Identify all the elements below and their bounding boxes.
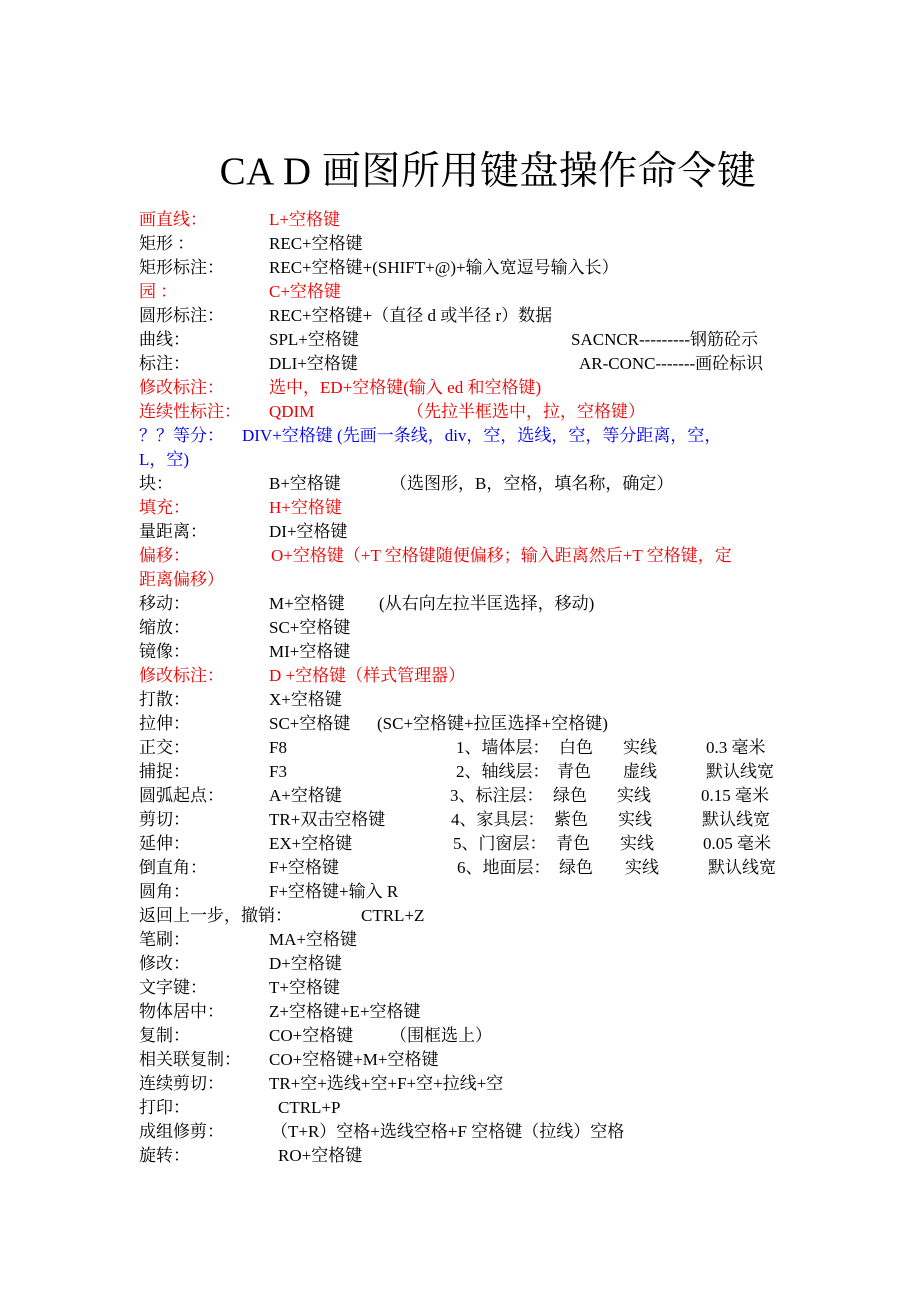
key-curve: SPL+空格键 bbox=[269, 330, 359, 349]
key-arc: A+空格键 bbox=[269, 786, 342, 805]
key-mirror: MI+空格键 bbox=[269, 642, 351, 661]
layer-lineweight: 默认线宽 bbox=[706, 762, 774, 781]
key-divide-cont: L，空) bbox=[139, 450, 190, 469]
key-zoom-extents: Z+空格键+E+空格键 bbox=[269, 1002, 421, 1021]
note-move: (从右向左拉半匡选择，移动) bbox=[379, 594, 595, 613]
key-scale: SC+空格键 bbox=[269, 618, 351, 637]
layer-color: 青色 bbox=[557, 762, 591, 781]
label-rect-dim: 矩形标注： bbox=[139, 258, 224, 277]
label-print: 打印： bbox=[139, 1098, 190, 1117]
key-explode: X+空格键 bbox=[269, 690, 342, 709]
label-trim: 剪切： bbox=[139, 810, 190, 829]
label-offset: 偏移： bbox=[139, 546, 190, 565]
label-move: 移动： bbox=[139, 594, 190, 613]
label-distance: 量距离： bbox=[139, 522, 207, 541]
layer-color: 绿色 bbox=[559, 858, 593, 877]
layer-name: 4、家具层： bbox=[451, 810, 545, 829]
layer-linetype: 实线 bbox=[625, 858, 659, 877]
key-modify: D+空格键 bbox=[269, 954, 342, 973]
note-copy: （围框选上） bbox=[390, 1026, 492, 1045]
label-divide: ？？等分： bbox=[139, 426, 224, 445]
key-match-prop: MA+空格键 bbox=[269, 930, 357, 949]
label-stretch: 拉伸： bbox=[139, 714, 190, 733]
key-text: T+空格键 bbox=[269, 978, 340, 997]
layer-name: 1、墙体层： bbox=[456, 738, 550, 757]
layer-linetype: 实线 bbox=[620, 834, 654, 853]
key-ortho: F8 bbox=[269, 738, 287, 757]
label-mirror: 镜像： bbox=[139, 642, 190, 661]
key-distance: DI+空格键 bbox=[269, 522, 348, 541]
note-stretch: (SC+空格键+拉匡选择+空格键) bbox=[377, 714, 608, 733]
label-text: 文字键： bbox=[139, 978, 207, 997]
label-curve: 曲线： bbox=[139, 330, 190, 349]
layer-lineweight: 0.3 毫米 bbox=[706, 738, 766, 757]
key-offset: O+空格键（+T 空格键随便偏移；输入距离然后+T 空格键，定 bbox=[271, 546, 732, 565]
label-dim-style: 修改标注： bbox=[139, 666, 224, 685]
key-extend: EX+空格键 bbox=[269, 834, 353, 853]
note-concrete-hatch: AR-CONC-------画砼标识 bbox=[579, 354, 764, 373]
layer-linetype: 实线 bbox=[618, 810, 652, 829]
label-edit-dim: 修改标注： bbox=[139, 378, 224, 397]
layer-linetype: 实线 bbox=[623, 738, 657, 757]
key-copy: CO+空格键 bbox=[269, 1026, 354, 1045]
key-rect-dim: REC+空格键+(SHIFT+@)+输入宽逗号输入长） bbox=[269, 258, 619, 277]
label-ortho: 正交： bbox=[139, 738, 190, 757]
label-extend: 延伸： bbox=[139, 834, 190, 853]
layer-name: 5、门窗层： bbox=[453, 834, 547, 853]
key-group-trim: （T+R）空格+选线空格+F 空格键（拉线）空格 bbox=[271, 1122, 625, 1141]
layer-lineweight: 0.05 毫米 bbox=[703, 834, 771, 853]
layer-color: 紫色 bbox=[554, 810, 588, 829]
layer-name: 2、轴线层： bbox=[456, 762, 550, 781]
key-block: B+空格键 bbox=[269, 474, 341, 493]
label-continuous-trim: 连续剪切： bbox=[139, 1074, 224, 1093]
label-hatch: 填充： bbox=[139, 498, 190, 517]
key-line-draw: L+空格键 bbox=[269, 210, 340, 229]
key-multi-copy: CO+空格键+M+空格键 bbox=[269, 1050, 439, 1069]
key-divide: DIV+空格键 (先画一条线，div，空，选线，空，等分距离，空， bbox=[242, 426, 722, 445]
page-title: CA D 画图所用键盘操作命令键 bbox=[219, 150, 757, 193]
label-zoom-extents: 物体居中： bbox=[139, 1002, 224, 1021]
key-undo: CTRL+Z bbox=[361, 906, 425, 925]
layer-linetype: 实线 bbox=[617, 786, 651, 805]
key-continuous-dim: QDIM bbox=[269, 402, 315, 421]
layer-name: 3、标注层： bbox=[450, 786, 544, 805]
layer-color: 绿色 bbox=[553, 786, 587, 805]
key-fillet: F+空格键+输入 R bbox=[269, 882, 399, 901]
note-block: （选图形，B，空格，填名称，确定） bbox=[390, 474, 674, 493]
label-modify: 修改： bbox=[139, 954, 190, 973]
layer-lineweight: 默认线宽 bbox=[708, 858, 776, 877]
key-hatch: H+空格键 bbox=[269, 498, 342, 517]
label-continuous-dim: 连续性标注： bbox=[139, 402, 241, 421]
label-circle-dim: 圆形标注： bbox=[139, 306, 224, 325]
label-rectangle: 矩形 ： bbox=[139, 234, 195, 253]
key-continuous-trim: TR+空+选线+空+F+空+拉线+空 bbox=[269, 1074, 504, 1093]
label-copy: 复制： bbox=[139, 1026, 190, 1045]
label-rotate: 旋转： bbox=[139, 1146, 190, 1165]
label-arc: 圆弧起点： bbox=[139, 786, 224, 805]
label-block: 块： bbox=[139, 474, 173, 493]
label-fillet: 圆角： bbox=[139, 882, 190, 901]
label-match-prop: 笔刷： bbox=[139, 930, 190, 949]
note-rebar-concrete: SACNCR---------钢筋砼示 bbox=[571, 330, 758, 349]
label-undo: 返回上一步，撤销： bbox=[139, 906, 292, 925]
key-snap: F3 bbox=[269, 762, 287, 781]
label-scale: 缩放： bbox=[139, 618, 190, 637]
layer-linetype: 虚线 bbox=[623, 762, 657, 781]
layer-lineweight: 0.15 毫米 bbox=[701, 786, 769, 805]
key-circle-dim: REC+空格键+（直径 d 或半径 r）数据 bbox=[269, 306, 553, 325]
label-dimension: 标注： bbox=[139, 354, 190, 373]
label-multi-copy: 相关联复制： bbox=[139, 1050, 241, 1069]
key-trim: TR+双击空格键 bbox=[269, 810, 386, 829]
note-continuous-dim: （先拉半框选中，拉，空格键） bbox=[407, 402, 645, 421]
key-dimension: DLI+空格键 bbox=[269, 354, 358, 373]
key-edit-dim: 选中，ED+空格键(输入 ed 和空格键) bbox=[269, 378, 542, 397]
key-circle: C+空格键 bbox=[269, 282, 341, 301]
label-line-draw: 画直线： bbox=[139, 210, 207, 229]
label-circle: 园 ： bbox=[139, 282, 178, 301]
key-print: CTRL+P bbox=[278, 1098, 341, 1117]
layer-color: 白色 bbox=[559, 738, 593, 757]
label-snap: 捕捉： bbox=[139, 762, 190, 781]
key-rotate: RO+空格键 bbox=[278, 1146, 363, 1165]
key-stretch: SC+空格键 bbox=[269, 714, 351, 733]
layer-color: 青色 bbox=[556, 834, 590, 853]
key-offset-cont: 距离偏移） bbox=[139, 570, 224, 589]
layer-name: 6、地面层： bbox=[457, 858, 551, 877]
key-chamfer: F+空格键 bbox=[269, 858, 340, 877]
key-move: M+空格键 bbox=[269, 594, 345, 613]
label-group-trim: 成组修剪： bbox=[139, 1122, 224, 1141]
key-rectangle: REC+空格键 bbox=[269, 234, 363, 253]
layer-lineweight: 默认线宽 bbox=[702, 810, 770, 829]
label-explode: 打散： bbox=[139, 690, 190, 709]
label-chamfer: 倒直角： bbox=[139, 858, 207, 877]
key-dim-style: D +空格键（样式管理器） bbox=[269, 666, 466, 685]
